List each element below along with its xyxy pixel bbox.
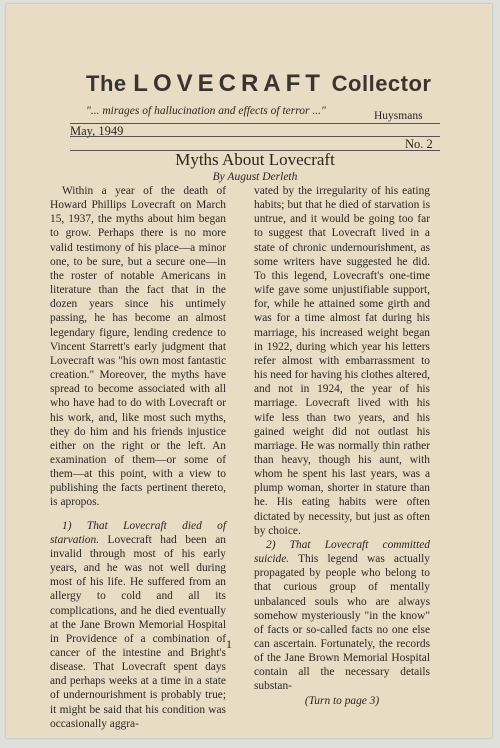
myth-1-text: Lovecraft had been an invalid through most of his early years, and he was not well during most of his life. He suffered from an allergy to cold and all its complications, and he died eventually at the Jane Brown Memorial Hospital in Providence of a combination of cancer of the intestine and Bright's disease. That Lovecraft spent days and perhaps weeks at a time in a state of undernourishment is probably true; it might be said that his condition was occasionally aggra- <box>50 533 226 730</box>
issue-number: No. 2 <box>405 137 433 151</box>
epigraph-quote: "... mirages of hallucination and effects of terror ..." <box>86 105 326 117</box>
masthead-collector: Collector <box>331 71 432 96</box>
page-number: 1 <box>226 637 232 651</box>
masthead-the: The <box>86 71 127 96</box>
column-right <box>254 184 430 708</box>
epigraph-author: Huysmans <box>374 110 423 122</box>
paragraph-myth-1 <box>50 519 226 731</box>
article-byline: By August Derleth <box>212 171 298 183</box>
myth-1-heading: 1) That Lovecraft died of starvation. <box>50 519 226 546</box>
header-rule-middle <box>70 136 440 137</box>
header-rule-top <box>70 123 440 124</box>
article-title: Myths About Lovecraft <box>175 150 335 169</box>
myth-2-text: This legend was actually propagated by people who belong to that curious group of mentally unbalanced souls who are always somehow mysteriously "in the know" of facts or so-called facts no one else can ascertain. Fortunately, the records of the Jane Brown Memorial Hospital contain all the necessary details substan- <box>254 553 430 693</box>
myth-2-heading: 2) That Lovecraft committed suicide. <box>254 538 430 566</box>
paragraph-myth-1-continued: vated by the irregularity of his eating habits; but that he died of starvation is untrue, and it would be going too far to suggest that Lovecraft lived in a state of chronic undernourishment, as some writers have suggested he did. To this legend, Lovecraft's one-time wife gave some unjustifiable support, for, while he attained some girth and was for a time almost fat during his marriage, his increased weight began in 1922, during which year his letters refer almost with embarrassment to his need for having his clothes altered, and not in 1924, the year of his marriage. Lovecraft lived with his wife less than two years, and his gained weight did not outlast his marriage. He was normally thin rather than heavy, though his aunt, with whom he spent his last years, was a plump woman, shorter in stature than he. His eating habits were often dictated by necessity, but just as often by choice. <box>254 185 430 537</box>
masthead-name: LOVECRAFT <box>133 70 325 97</box>
paragraph-myth-2 <box>254 538 430 694</box>
issue-date: May, 1949 <box>70 124 124 138</box>
paragraph-intro: Within a year of the death of Howard Phillips Lovecraft on March 15, 1937, the myths about him began to grow. Perhaps there is no more valid testimony of his place—a minor one, to be sure, but a secure one—in the roster of notable Americans in literature than the fact that in the dozen years since his untimely passing, he has become an almost legendary figure, lending credence to Vincent Starrett's early judgment that Lovecraft was "his own most fantastic creation." Moreover, the myths have spread to become associated with all who have had to do with Lovecraft or his work, and, like most such myths, they do him and his friends injustice either on the right or the left. An examination of them—or some of them—at this point, with a view to publishing the facts pertinent thereto, is apropos. <box>50 185 226 509</box>
column-left <box>50 184 226 731</box>
masthead <box>86 70 432 98</box>
continued-note: (Turn to page 3) <box>304 694 380 707</box>
